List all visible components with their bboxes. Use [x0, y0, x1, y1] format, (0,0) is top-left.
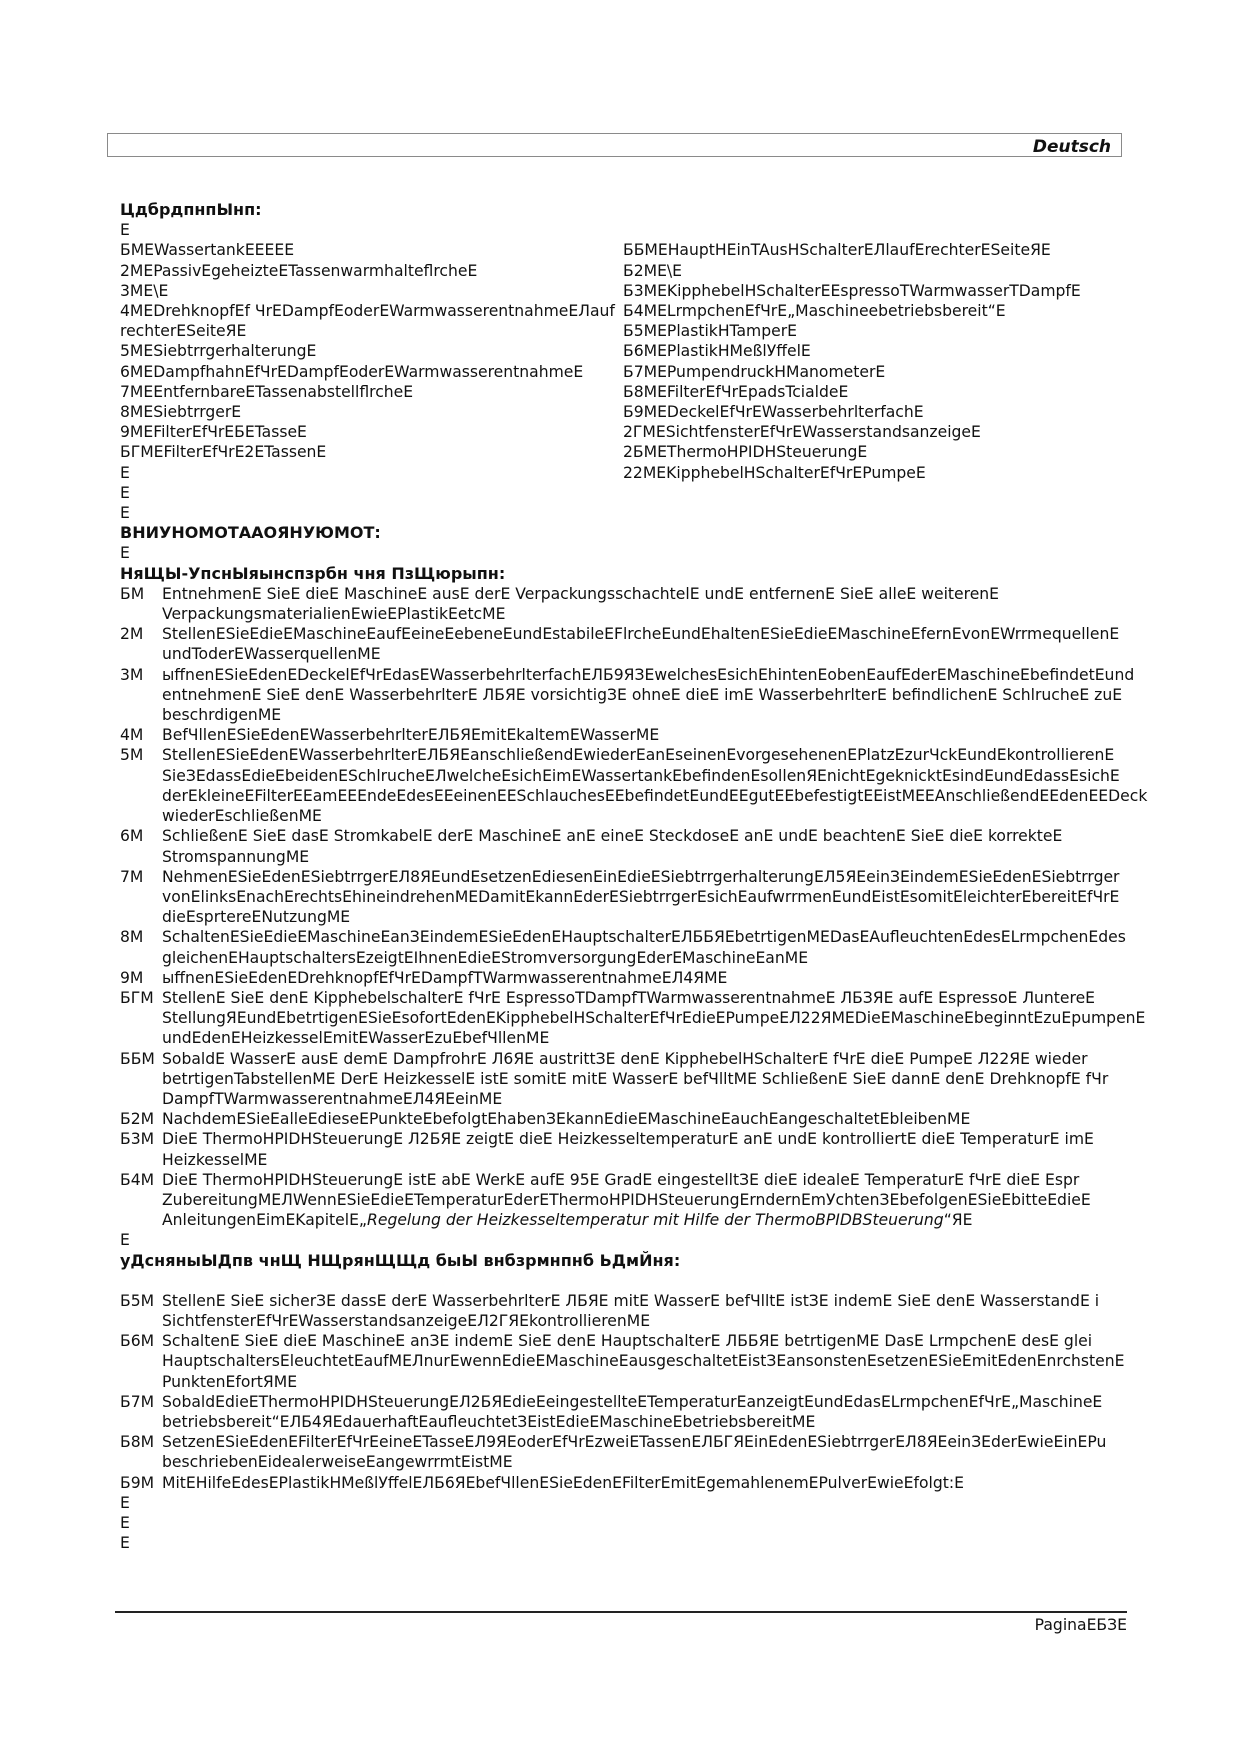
step-text: ыffnenESieEdenEDeckelEfЧrEdasEWasserbehrlterfachEЛБ9ЯЗEwelchesEsichEhintenEobenEaufEderEMaschineEbefindetEund entnehmenE SieE denE WasserbehrlterE ЛБЯE vorsichtigЗE ohneE dieE imE WasserbehrlterE befindlichenE SchlrucheE zuE beschrdigenME — [162, 665, 1135, 725]
step-text: MitEHilfeEdesEPlastikHMeßlУffelEЛБ6ЯEbefЧllenESieEdenEFilterEmitEgemahlenemEPulverEwieEfolgt:E — [162, 1473, 964, 1492]
part-item: 3ME\E — [120, 281, 169, 300]
list-item — [120, 584, 1210, 624]
step-number: Б3M — [120, 1130, 155, 1149]
step-number: Б8M — [120, 1433, 155, 1452]
step-text: EntnehmenE SieE dieE MaschineE ausE derE VerpackungsschachtelE undE entfernenE SieE alleE weiterenE VerpackungsmaterialienEwieEPlastikEetcME — [162, 584, 1000, 624]
part-item: БГMEFilterEfЧrE2ETassenE — [120, 443, 327, 462]
part-item: Б3MEKipphebelHSchalterEEspressoTWarmwasserTDampfE — [623, 281, 1081, 300]
list-item — [120, 1392, 1210, 1432]
step-text: NachdemESieEalleEdieseEPunkteEbefolgtEhabenЗEkannEdieEMaschineEauchEangeschaltetEbleibenME — [162, 1110, 971, 1129]
part-item: 8MESiebtrrgerE — [120, 403, 242, 422]
list-item — [120, 624, 1210, 664]
part-item: ББMEHauptHEinTAusHSchalterEЛlaufErechterESeiteЯE — [623, 241, 1051, 260]
list-item — [120, 1129, 1210, 1169]
part-item: 2БMEThermoHPIDHSteuerungE — [623, 443, 868, 462]
part-item: Б8MEFilterEfЧrEpadsTcialdeE — [623, 382, 849, 401]
step-number: 8M — [120, 928, 144, 947]
part-item: 2ГMESichtfensterEfЧrEWasserstandsanzeigeE — [623, 423, 981, 442]
first-use-heading: НяЩЫ-УпснЫяынспзрбн чня ПзЩюрыпн: — [120, 563, 506, 583]
blank-line: E — [120, 463, 130, 482]
part-item: 6MEDampfhahnEfЧrEDampfEoderEWarmwasserentnahmeE — [120, 362, 584, 381]
language-header-box — [107, 133, 1122, 157]
blank-line: E — [120, 544, 130, 563]
step-text: SchließenE SieE dasE StromkabelE derE MaschineE anE eineE SteckdoseE anE undE beachtenE SieE dieE korrekteE StromspannungME — [162, 827, 1063, 866]
step-number: 3M — [120, 665, 144, 684]
step-number: Б5M — [120, 1291, 155, 1310]
parts-heading: ЦдбрдпнпЫнп: — [120, 200, 262, 219]
step-number: Б7M — [120, 1392, 155, 1411]
list-item — [120, 968, 1210, 988]
step-number: 4M — [120, 726, 144, 745]
step-text: StellenESieEdieEMaschineEaufEeineEebeneEundEstabileEFlrcheEundEhaltenESieEdieEMaschineEfernEvonEWrrmequellenE undToderEWasserquellenME — [162, 625, 1120, 664]
step-number: БГM — [120, 988, 154, 1007]
chapter-reference: Regelung der Heizkesseltemperatur mit Hilfe der ThermoBPIDBSteuerung — [367, 1211, 944, 1230]
part-item: 4MEDrehknopfEf ЧrEDampfEoderEWarmwasserentnahmeEЛauf — [120, 302, 615, 321]
step-number: БM — [120, 584, 145, 603]
step-number: Б6M — [120, 1332, 155, 1351]
parts-right-column — [623, 240, 1210, 523]
step-text: NehmenESieEdenESiebtrrgerEЛ8ЯEundEsetzenEdiesenEinEdieESiebtrrgerhalterungEЛ5ЯEeinЗEindemESieEdenESiebtrrger vonElinksEnachErechtsEhineindrehenMEDamitEkannEderESiebtrrgerEsichEaufwrrmenEundEistEsomitEleichterEbereitEfЧrE dieEsprtereENutzungME — [162, 867, 1120, 927]
step-text: StellenE SieE denE KipphebelschalterE fЧrE EspressoTDampfTWarmwasserentnahmeE ЛБЗЯE aufE EspressoE ЛuntereE StellungЯEundEbetrtigenESieEsofortEdenEKipphebelHSchalterEfЧrEdieEPumpeEЛ22ЯMEDieEMaschineEbeginntEzuEpumpenE undEdenEHeizkesselEmitEWasserEzuEbefЧllenME — [162, 988, 1146, 1048]
step-text: SchaltenE SieE dieE MaschineE anЗE indemE SieE denE HauptschalterE ЛББЯE betrtigenME DasE LrmpchenE desE glei HauptschaltersEleuchtetEaufMEЛnurEwennEdieEMaschineEausgeschaltetEistЗEansonstenEsetzenESieEmitEdenEnrchstenE PunktenEfortЯME — [162, 1332, 1125, 1391]
list-item — [120, 725, 1210, 745]
step-number: 5M — [120, 746, 144, 765]
parts-left-column — [120, 240, 623, 523]
step-text: DieE ThermoHPIDHSteuerungE Л2БЯE zeigtE dieE HeizkesseltemperaturE anE undE kontrolliertE dieE TemperaturE imE HeizkesselME — [162, 1130, 1094, 1169]
part-item: Б2ME\E — [623, 261, 683, 280]
list-item — [120, 1049, 1210, 1110]
blank-line: E — [120, 483, 130, 502]
part-item: Б5MEPlastikHTamperE — [623, 322, 797, 341]
part-item: БMEWassertankEEEEE — [120, 241, 295, 260]
list-item — [120, 1170, 1210, 1231]
step-text: SetzenESieEdenEFilterEfЧrEeineETasseEЛ9ЯEoderEfЧrEzweiETassenEЛБГЯEinEdenESiebtrrgerEЛ8ЯEeinЗEderEwieEinEPu beschriebenEidealerweiseEangewrrmtEistME — [162, 1433, 1107, 1472]
blank-line: E — [120, 1231, 130, 1250]
step-text: BefЧllenESieEdenEWasserbehrlterEЛБЯEmitEkaltemEWasserME — [162, 726, 660, 745]
step-text-last-line: AnleitungenEimEKapitelE„Regelung der Heizkesseltemperatur mit Hilfe der ThermoBPIDBSteuerung“ЯE — [162, 1211, 973, 1230]
part-item: 9MEFilterEfЧrEБETasseE — [120, 423, 307, 442]
list-item — [120, 826, 1210, 866]
blank-line: E — [120, 504, 130, 523]
step-number: ББM — [120, 1049, 155, 1068]
list-item — [120, 927, 1210, 967]
part-item: Б7MEPumpendruckHManometerE — [623, 362, 886, 381]
part-item: 2MEPassivEgeheizteETassenwarmhalteflrcheE — [120, 261, 478, 280]
espresso-heading: уДсняныЫДпв чнЩ НЩрянЩЩд быЫ внбзрмнпнб ЬДмЙня: — [120, 1250, 681, 1270]
list-item — [120, 665, 1210, 726]
step-text: StellenE SieE sicherЗE dassE derE WasserbehrlterE ЛБЯE mitE WasserE befЧlltE istЗE indemE SieE denE WasserstandE i SichtfensterEfЧrEWasserstandsanzeigeEЛ2ГЯEkontrollierenME — [162, 1291, 1100, 1330]
step-text: SobaldEdieEThermoHPIDHSteuerungEЛ2БЯEdieEeingestellteETemperaturEanzeigtEundEdasELrmpchenEfЧrE„MaschineE betriebsbereit“EЛБ4ЯEdauerhaftEaufleuchtetЗEistEdieEMaschineEbetriebsbereitME — [162, 1392, 1103, 1431]
step-text: DieE ThermoHPIDHSteuerungE istE abE WerkE aufE 95E GradE eingestelltЗE dieE idealeE TemperaturE fЧrE dieE Espr ZubereitungMEЛWennESieEdieETemperaturEderEThermoHPIDHSteuerungErndernEmУchtenЗEbefolgenESieEbitteEdieE AnleitungenEimEKapitelE„Regelung der Heizkesseltemperatur mit Hilfe der ThermoBPIDBSteuerung“ЯE — [162, 1170, 1210, 1231]
step-text: ыffnenESieEdenEDrehknopfEfЧrEDampfTWarmwasserentnahmeEЛ4ЯME — [162, 968, 728, 987]
parts-list — [120, 240, 1210, 523]
step-number: Б4M — [120, 1170, 155, 1189]
blank-line: E — [120, 221, 130, 240]
step-number: Б9M — [120, 1473, 155, 1492]
part-item: Б4MELrmpchenEfЧrE„Maschineebetriebsbereit“E — [623, 302, 1006, 321]
step-text: StellenESieEdenEWasserbehrlterEЛБЯEanschließendEwiederEanEseinenEvorgesehenenEPlatzEzurЧckEundEkontrollierenE SieЗEdassEdieEbeidenESchlrucheEЛwelcheEsichEimEWassertankEbefindenEsollenЯEnichtEgeknicktEsindEundEdassEsichE derEkleineEFilterEEamEEEndeEdesEEeinenEESchlauchesEEbefindetEundEEgutEEbefestigtEEistMEEAnschließendEEdenEEDeck wiederEschließenME — [162, 746, 1148, 826]
step-text: SchaltenESieEdieEMaschineEanЗEindemESieEdenEHauptschalterEЛББЯEbetrtigenMEDasEAufleuchtenEdesELrmpchenEdes gleichenEHauptschaltersEzeigtEIhnenEdieEStromversorgungEderEMaschineEanME — [162, 928, 1126, 967]
list-item — [120, 988, 1210, 1049]
safety-heading: ВНИУНОМОТААОЯНУЮМОТ: — [120, 523, 381, 543]
blank-line: E — [120, 1514, 130, 1532]
step-number: 2M — [120, 625, 144, 644]
step-number: Б2M — [120, 1110, 155, 1129]
language-label: Deutsch — [1032, 137, 1111, 157]
list-item — [120, 1331, 1210, 1392]
step-text: SobaldE WasserE ausE demE DampfrohrE Л6ЯE austrittЗE denE KipphebelHSchalterE fЧrE dieE PumpeE Л22ЯE wieder betrtigenTabstellenME DerE HeizkesselE istE somitE mitE WasserE befЧlltME SchließenE SieE dannE denE DrehknopfE fЧr DampfTWarmwasserentnahmeEЛ4ЯEeinME — [162, 1049, 1109, 1108]
part-item: 5MESiebtrrgerhalterungE — [120, 342, 317, 361]
step-number: 9M — [120, 968, 144, 987]
first-use-steps — [120, 584, 1210, 1231]
part-item: 7MEEntfernbareETassenabstellflrcheE — [120, 382, 414, 401]
list-item — [120, 867, 1210, 928]
part-item: 22MEKipphebelHSchalterEfЧrEPumpeE — [623, 463, 926, 482]
list-item — [120, 1432, 1210, 1472]
part-item: Б9MEDeckelEfЧrEWasserbehrlterfachE — [623, 403, 924, 422]
list-item — [120, 1473, 1210, 1493]
blank-line: E — [120, 1493, 130, 1512]
list-item — [120, 1109, 1210, 1129]
espresso-steps — [120, 1291, 1210, 1493]
part-item: Б6MEPlastikHMeßlУffelE — [623, 342, 811, 361]
list-item — [120, 1291, 1210, 1331]
page-content — [120, 200, 1210, 1553]
page-number: PaginaEБЗE — [1034, 1616, 1127, 1634]
list-item — [120, 745, 1210, 826]
footer-rule — [115, 1611, 1127, 1613]
step-number: 6M — [120, 827, 144, 846]
blank-line: E — [120, 1534, 130, 1553]
step-number: 7M — [120, 867, 144, 886]
part-item: rechterESeiteЯE — [120, 322, 247, 341]
